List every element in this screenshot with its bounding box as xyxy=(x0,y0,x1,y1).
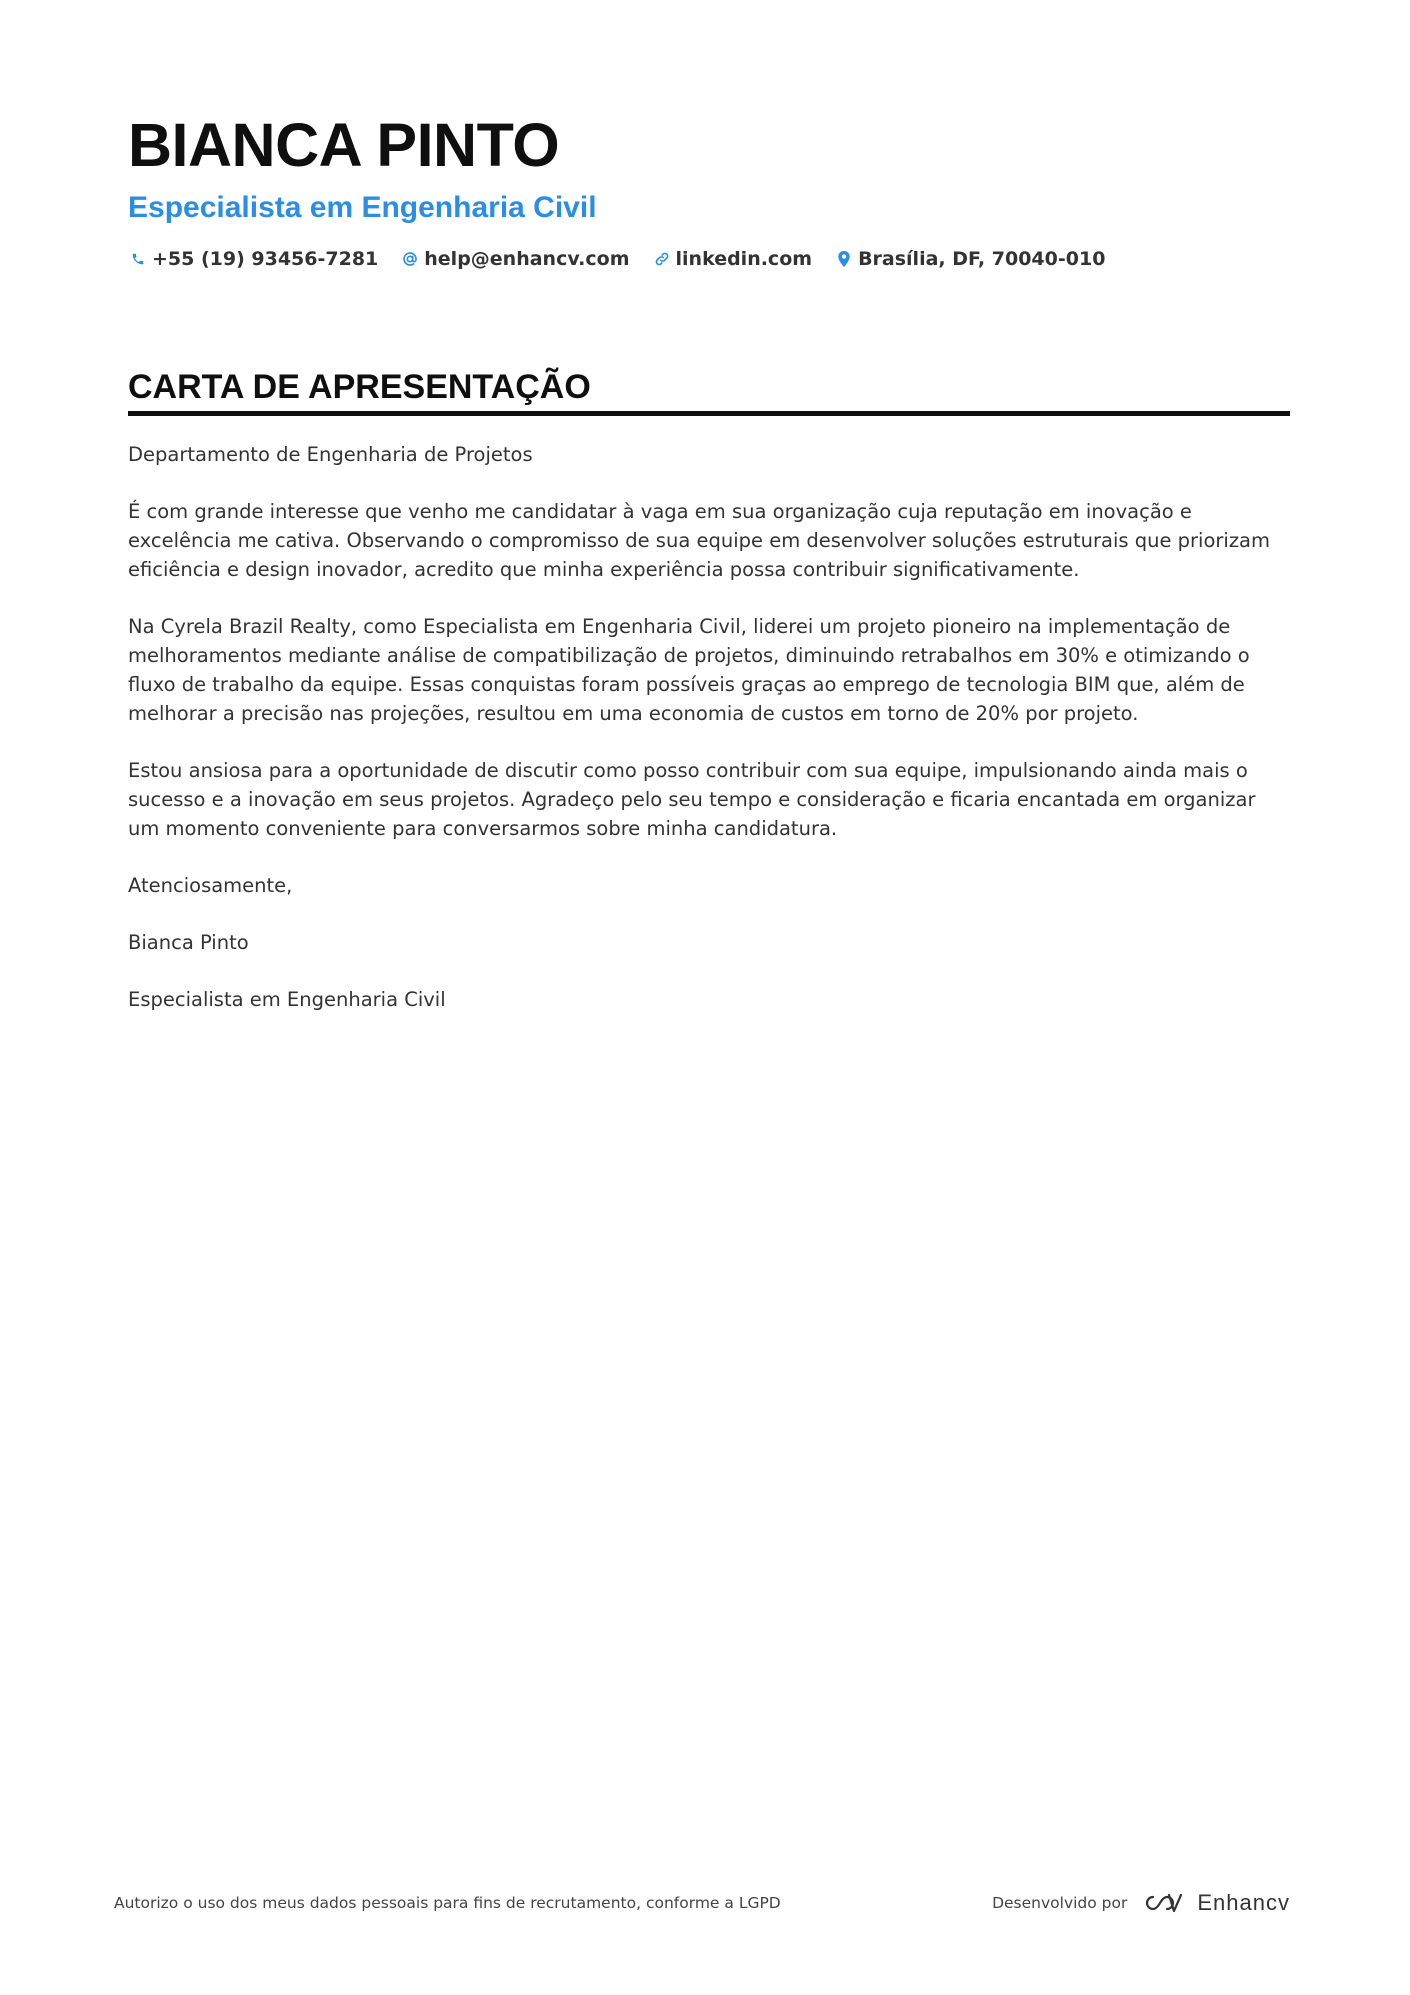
letter-signature-role: Especialista em Engenharia Civil xyxy=(128,988,446,1011)
location-text: Brasília, DF, 70040-010 xyxy=(858,248,1106,270)
contact-phone xyxy=(128,248,378,270)
letter-paragraph-intro: É com grande interesse que venho me candidatar à vaga em sua organização cuja reputação em inovação e excelência me cativa. Observando o compromisso de sua equipe em desenvolver soluções estruturais que priorizam eficiência e design inovador, acredito que minha experiência possa contribuir significativamente. xyxy=(128,500,1271,581)
letter-signature-name: Bianca Pinto xyxy=(128,931,249,954)
contact-linkedin[interactable] xyxy=(652,248,813,270)
letter-paragraph-closing: Estou ansiosa para a oportunidade de discutir como posso contribuir com sua equipe, impulsionando ainda mais o sucesso e a inovação em seus projetos. Agradeço pelo seu tempo e consideração e ficaria encantada em organizar um momento conveniente para conversarmos sobre minha candidatura. xyxy=(128,759,1256,840)
letter-recipient: Departamento de Engenharia de Projetos xyxy=(128,443,533,466)
candidate-role: Especialista em Engenharia Civil xyxy=(128,191,597,224)
header xyxy=(128,110,1290,270)
at-icon xyxy=(400,249,420,269)
enhancv-logo-icon xyxy=(1139,1891,1185,1915)
link-icon xyxy=(652,249,672,269)
powered-by-label: Desenvolvido por xyxy=(992,1894,1128,1912)
letter-salutation: Atenciosamente, xyxy=(128,874,293,897)
section-title: CARTA DE APRESENTAÇÃO xyxy=(128,368,591,406)
phone-text: +55 (19) 93456-7281 xyxy=(152,248,379,270)
location-pin-icon xyxy=(834,249,854,269)
enhancv-brand: Enhancv xyxy=(1197,1890,1290,1915)
section-divider xyxy=(128,411,1290,416)
candidate-name: BIANCA PINTO xyxy=(128,111,560,179)
contact-bar xyxy=(128,248,1290,270)
email-text: help@enhancv.com xyxy=(424,248,630,270)
lgpd-consent: Autorizo o uso dos meus dados pessoais para fins de recrutamento, conforme a LGPD xyxy=(114,1894,781,1912)
letter-paragraph-experience: Na Cyrela Brazil Realty, como Especialista em Engenharia Civil, liderei um projeto pioneiro na implementação de melhoramentos mediante análise de compatibilização de projetos, diminuindo retrabalhos em 30% e otimizando o fluxo de trabalho da equipe. Essas conquistas foram possíveis graças ao emprego de tecnologia BIM que, além de melhorar a precisão nas projeções, resultou em uma economia de custos em torno de 20% por projeto. xyxy=(128,615,1250,725)
contact-email[interactable] xyxy=(400,248,629,270)
footer xyxy=(114,1890,1290,1916)
linkedin-text: linkedin.com xyxy=(675,248,813,270)
powered-by[interactable] xyxy=(992,1890,1290,1916)
contact-location xyxy=(834,248,1105,270)
letter-body xyxy=(128,440,1290,1014)
phone-icon xyxy=(128,249,148,269)
cover-letter-section xyxy=(128,365,1290,1042)
